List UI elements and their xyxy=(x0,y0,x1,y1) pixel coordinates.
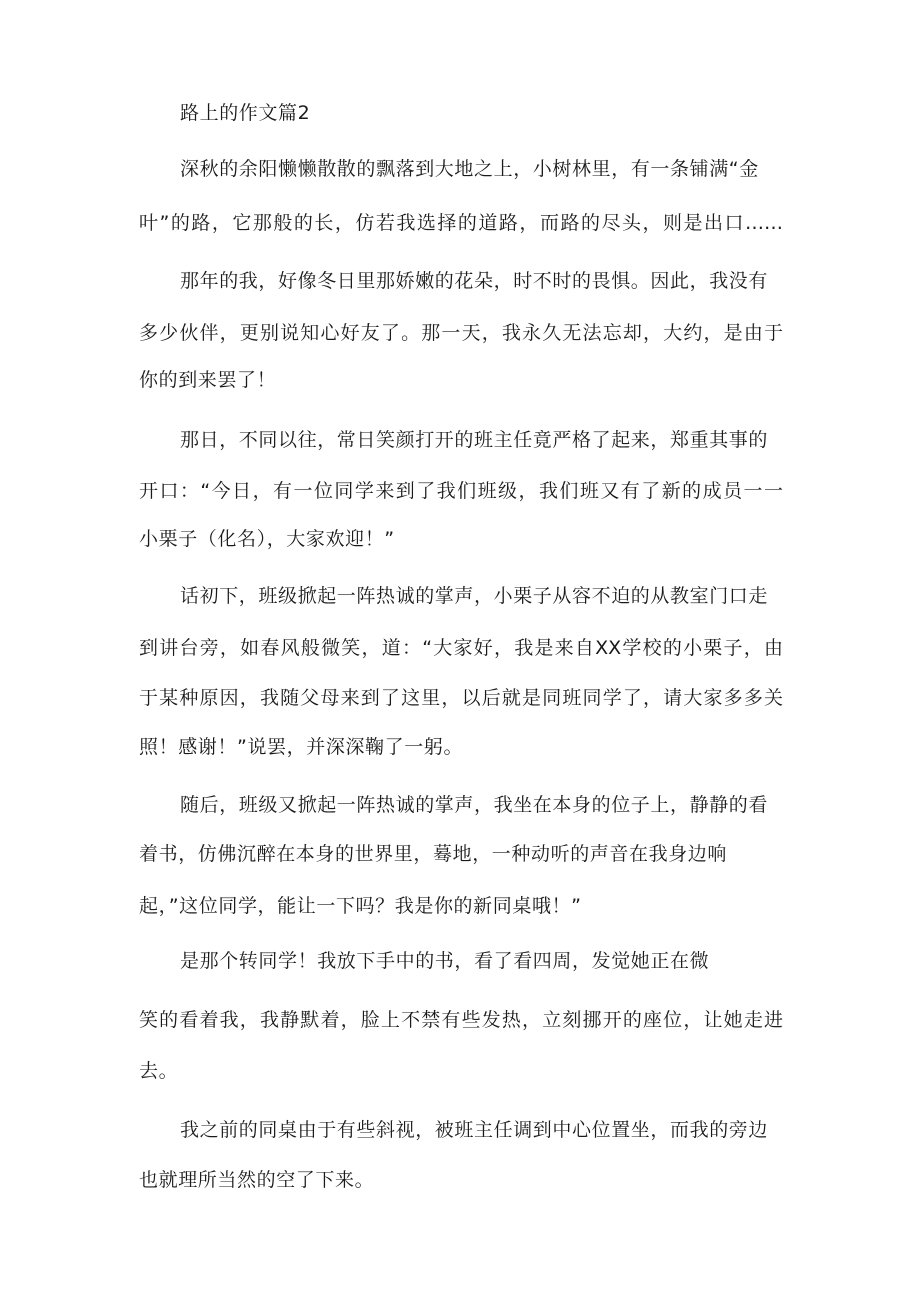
paragraph-5-line-3: 起，”这位同学，能让一下吗？我是你的新同桌哦！” xyxy=(139,895,582,917)
paragraph-7-line-2: 也就理所当然的空了下来。 xyxy=(139,1169,375,1191)
paragraph-1-line-1: 深秋的余阳懒懒散散的飘落到大地之上，小树林里，有一条铺满“金 xyxy=(180,158,759,180)
paragraph-5-line-1: 随后，班级又掀起一阵热诚的掌声，我坐在本身的位子上，静静的看 xyxy=(180,794,769,816)
paragraph-4-line-4: 照！感谢！”说罢，并深深鞠了一躬。 xyxy=(139,736,464,758)
paragraph-3-line-1: 那日，不同以往，常日笑颜打开的班主任竟严格了起来，郑重其事的 xyxy=(180,429,769,451)
paragraph-3-line-3: 小栗子（化名），大家欢迎！” xyxy=(139,528,395,550)
paragraph-5-line-2: 着书，仿佛沉醉在本身的世界里，蓦地，一种动听的声音在我身边响 xyxy=(139,843,728,865)
paragraph-2-line-3: 你的到来罢了！ xyxy=(139,369,277,391)
paragraph-4-line-1: 话初下，班级掀起一阵热诚的掌声，小栗子从容不迫的从教室门口走 xyxy=(180,585,769,607)
paragraph-2-line-2: 多少伙伴，更别说知心好友了。那一天，我永久无法忘却，大约，是由于 xyxy=(139,322,783,344)
paragraph-2-line-1: 那年的我，好像冬日里那娇嫩的花朵，时不时的畏惧。因此，我没有 xyxy=(180,270,769,292)
document-title: 路上的作文篇2 xyxy=(180,102,311,124)
paragraph-1-line-2: 叶”的路，它那般的长，仿若我选择的道路，而路的尽头，则是出口…… xyxy=(139,212,783,234)
paragraph-3-line-2: 开口：“今日，有一位同学来到了我们班级，我们班又有了新的成员一一 xyxy=(139,480,783,502)
paragraph-6-line-3: 去。 xyxy=(139,1060,179,1082)
paragraph-6-line-1: 是那个转同学！我放下手中的书，看了看四周，发觉她正在微 xyxy=(180,950,710,972)
paragraph-4-line-2: 到讲台旁，如春风般微笑，道：“大家好，我是来自XX学校的小栗子，由 xyxy=(139,637,783,659)
paragraph-6-line-2: 笑的看着我，我静默着，脸上不禁有些发热，立刻挪开的座位，让她走进 xyxy=(139,1009,783,1031)
paragraph-7-line-1: 我之前的同桌由于有些斜视，被班主任调到中心位置坐，而我的旁边 xyxy=(180,1119,769,1141)
paragraph-4-line-3: 于某种原因，我随父母来到了这里，以后就是同班同学了，请大家多多关 xyxy=(139,687,783,709)
